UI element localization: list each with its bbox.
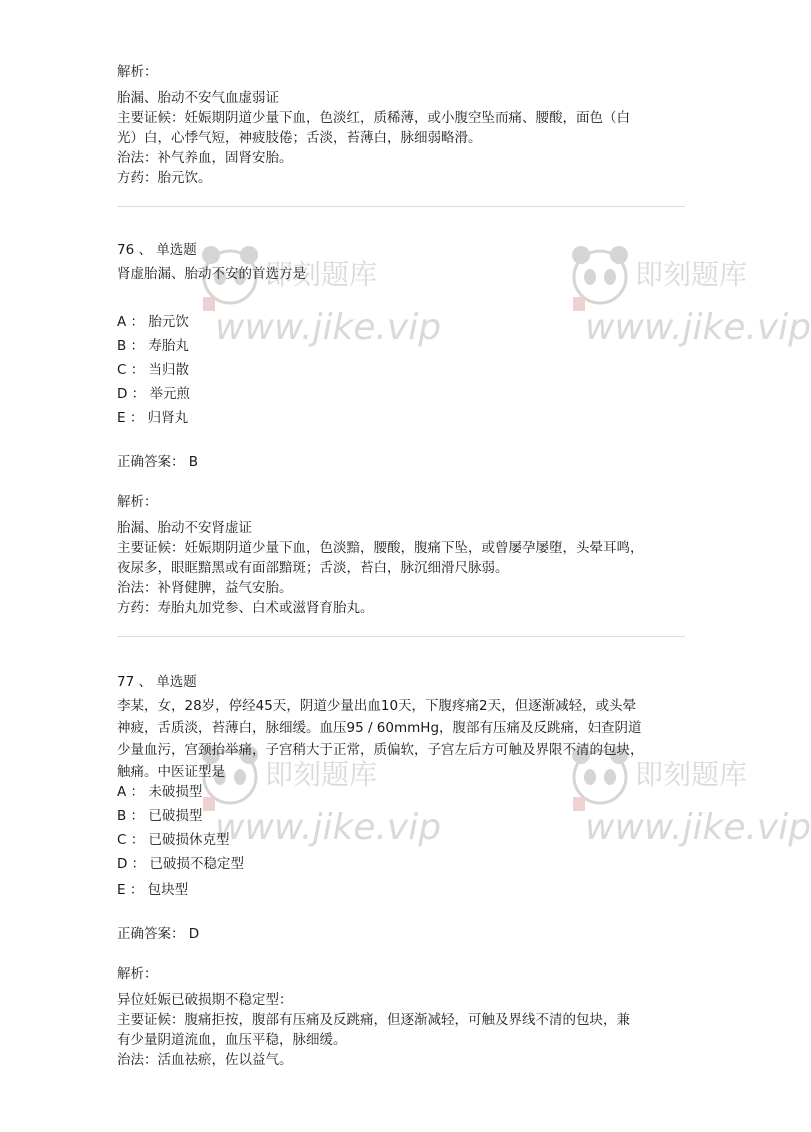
- option-e: E ： 包块型: [117, 882, 189, 898]
- analysis-label: 解析：: [117, 966, 158, 982]
- question-stem-line: 触痛。中医证型是: [117, 764, 225, 780]
- analysis-line: 方药：胎元饮。: [117, 170, 212, 186]
- divider: [117, 636, 685, 637]
- watermark-url: www.jike.vip: [215, 307, 442, 348]
- analysis-line: 光）白，心悸气短，神疲肢倦；舌淡，苔薄白，脉细弱略滑。: [117, 130, 482, 146]
- analysis-line: 主要证候：妊娠期阴道少量下血，色淡红，质稀薄，或小腹空坠而痛、腰酸，面色（白: [117, 110, 630, 126]
- analysis-line: 治法：补气养血，固肾安胎。: [117, 150, 293, 166]
- option-b: B ： 寿胎丸: [117, 338, 189, 354]
- watermark-brand: 即刻题库: [635, 258, 748, 291]
- analysis-line: 有少量阴道流血，血压平稳，脉细缓。: [117, 1032, 347, 1048]
- question-stem: 肾虚胎漏、胎动不安的首选方是: [117, 266, 306, 282]
- analysis-line: 治法：活血祛瘀，佐以益气。: [117, 1052, 293, 1068]
- watermark-brand: 即刻题库: [265, 758, 378, 791]
- analysis-line: 胎漏、胎动不安气血虚弱证: [117, 90, 279, 106]
- watermark-url: www.jike.vip: [585, 807, 811, 848]
- correct-answer: 正确答案： D: [117, 926, 200, 942]
- watermark-url: www.jike.vip: [585, 307, 811, 348]
- option-c: C ： 已破损休克型: [117, 832, 230, 848]
- analysis-line: 胎漏、胎动不安肾虚证: [117, 520, 252, 536]
- watermark-url: www.jike.vip: [215, 807, 442, 848]
- question-stem-line: 少量血污，宫颈抬举痛，子宫稍大于正常，质偏软，子宫左后方可触及界限不清的包块，: [117, 742, 644, 758]
- panda-logo-icon: [565, 235, 635, 315]
- option-d: D ： 已破损不稳定型: [117, 856, 244, 872]
- analysis-line: 异位妊娠已破损期不稳定型：: [117, 992, 293, 1008]
- watermark-brand: 即刻题库: [635, 758, 748, 791]
- option-a: A ： 胎元饮: [117, 314, 189, 330]
- analysis-line: 主要证候：妊娠期阴道少量下血，色淡黯，腰酸，腹痛下坠，或曾屡孕屡堕，头晕耳鸣，: [117, 540, 644, 556]
- option-c: C ： 当归散: [117, 362, 190, 378]
- question-header: 77 、 单选题: [117, 674, 197, 690]
- correct-answer: 正确答案： B: [117, 454, 199, 470]
- option-e: E ： 归肾丸: [117, 410, 189, 426]
- divider: [117, 206, 685, 207]
- analysis-line: 治法：补肾健脾，益气安胎。: [117, 580, 293, 596]
- watermark-brand: 即刻题库: [265, 258, 378, 291]
- analysis-line: 方药：寿胎丸加党参、白术或滋肾育胎丸。: [117, 600, 374, 616]
- question-stem-line: 神疲，舌质淡，苔薄白，脉细缓。血压95 / 60mmHg，腹部有压痛及反跳痛，妇查阴道: [117, 720, 642, 736]
- watermark: [565, 235, 811, 365]
- option-d: D ： 举元煎: [117, 386, 190, 402]
- analysis-label: 解析：: [117, 494, 158, 510]
- question-stem-line: 李某，女，28岁，停经45天，阴道少量出血10天，下腹疼痛2天，但逐渐减轻，或头晕: [117, 698, 637, 714]
- analysis-line: 夜尿多，眼眶黯黑或有面部黯斑；舌淡，苔白，脉沉细滑尺脉弱。: [117, 560, 509, 576]
- option-a: A ： 未破损型: [117, 784, 203, 800]
- analysis-line: 主要证候：腹痛拒按，腹部有压痛及反跳痛，但逐渐减轻，可触及界线不清的包块，兼: [117, 1012, 630, 1028]
- analysis-label: 解析：: [117, 64, 158, 80]
- question-header: 76 、 单选题: [117, 242, 197, 258]
- option-b: B ： 已破损型: [117, 808, 203, 824]
